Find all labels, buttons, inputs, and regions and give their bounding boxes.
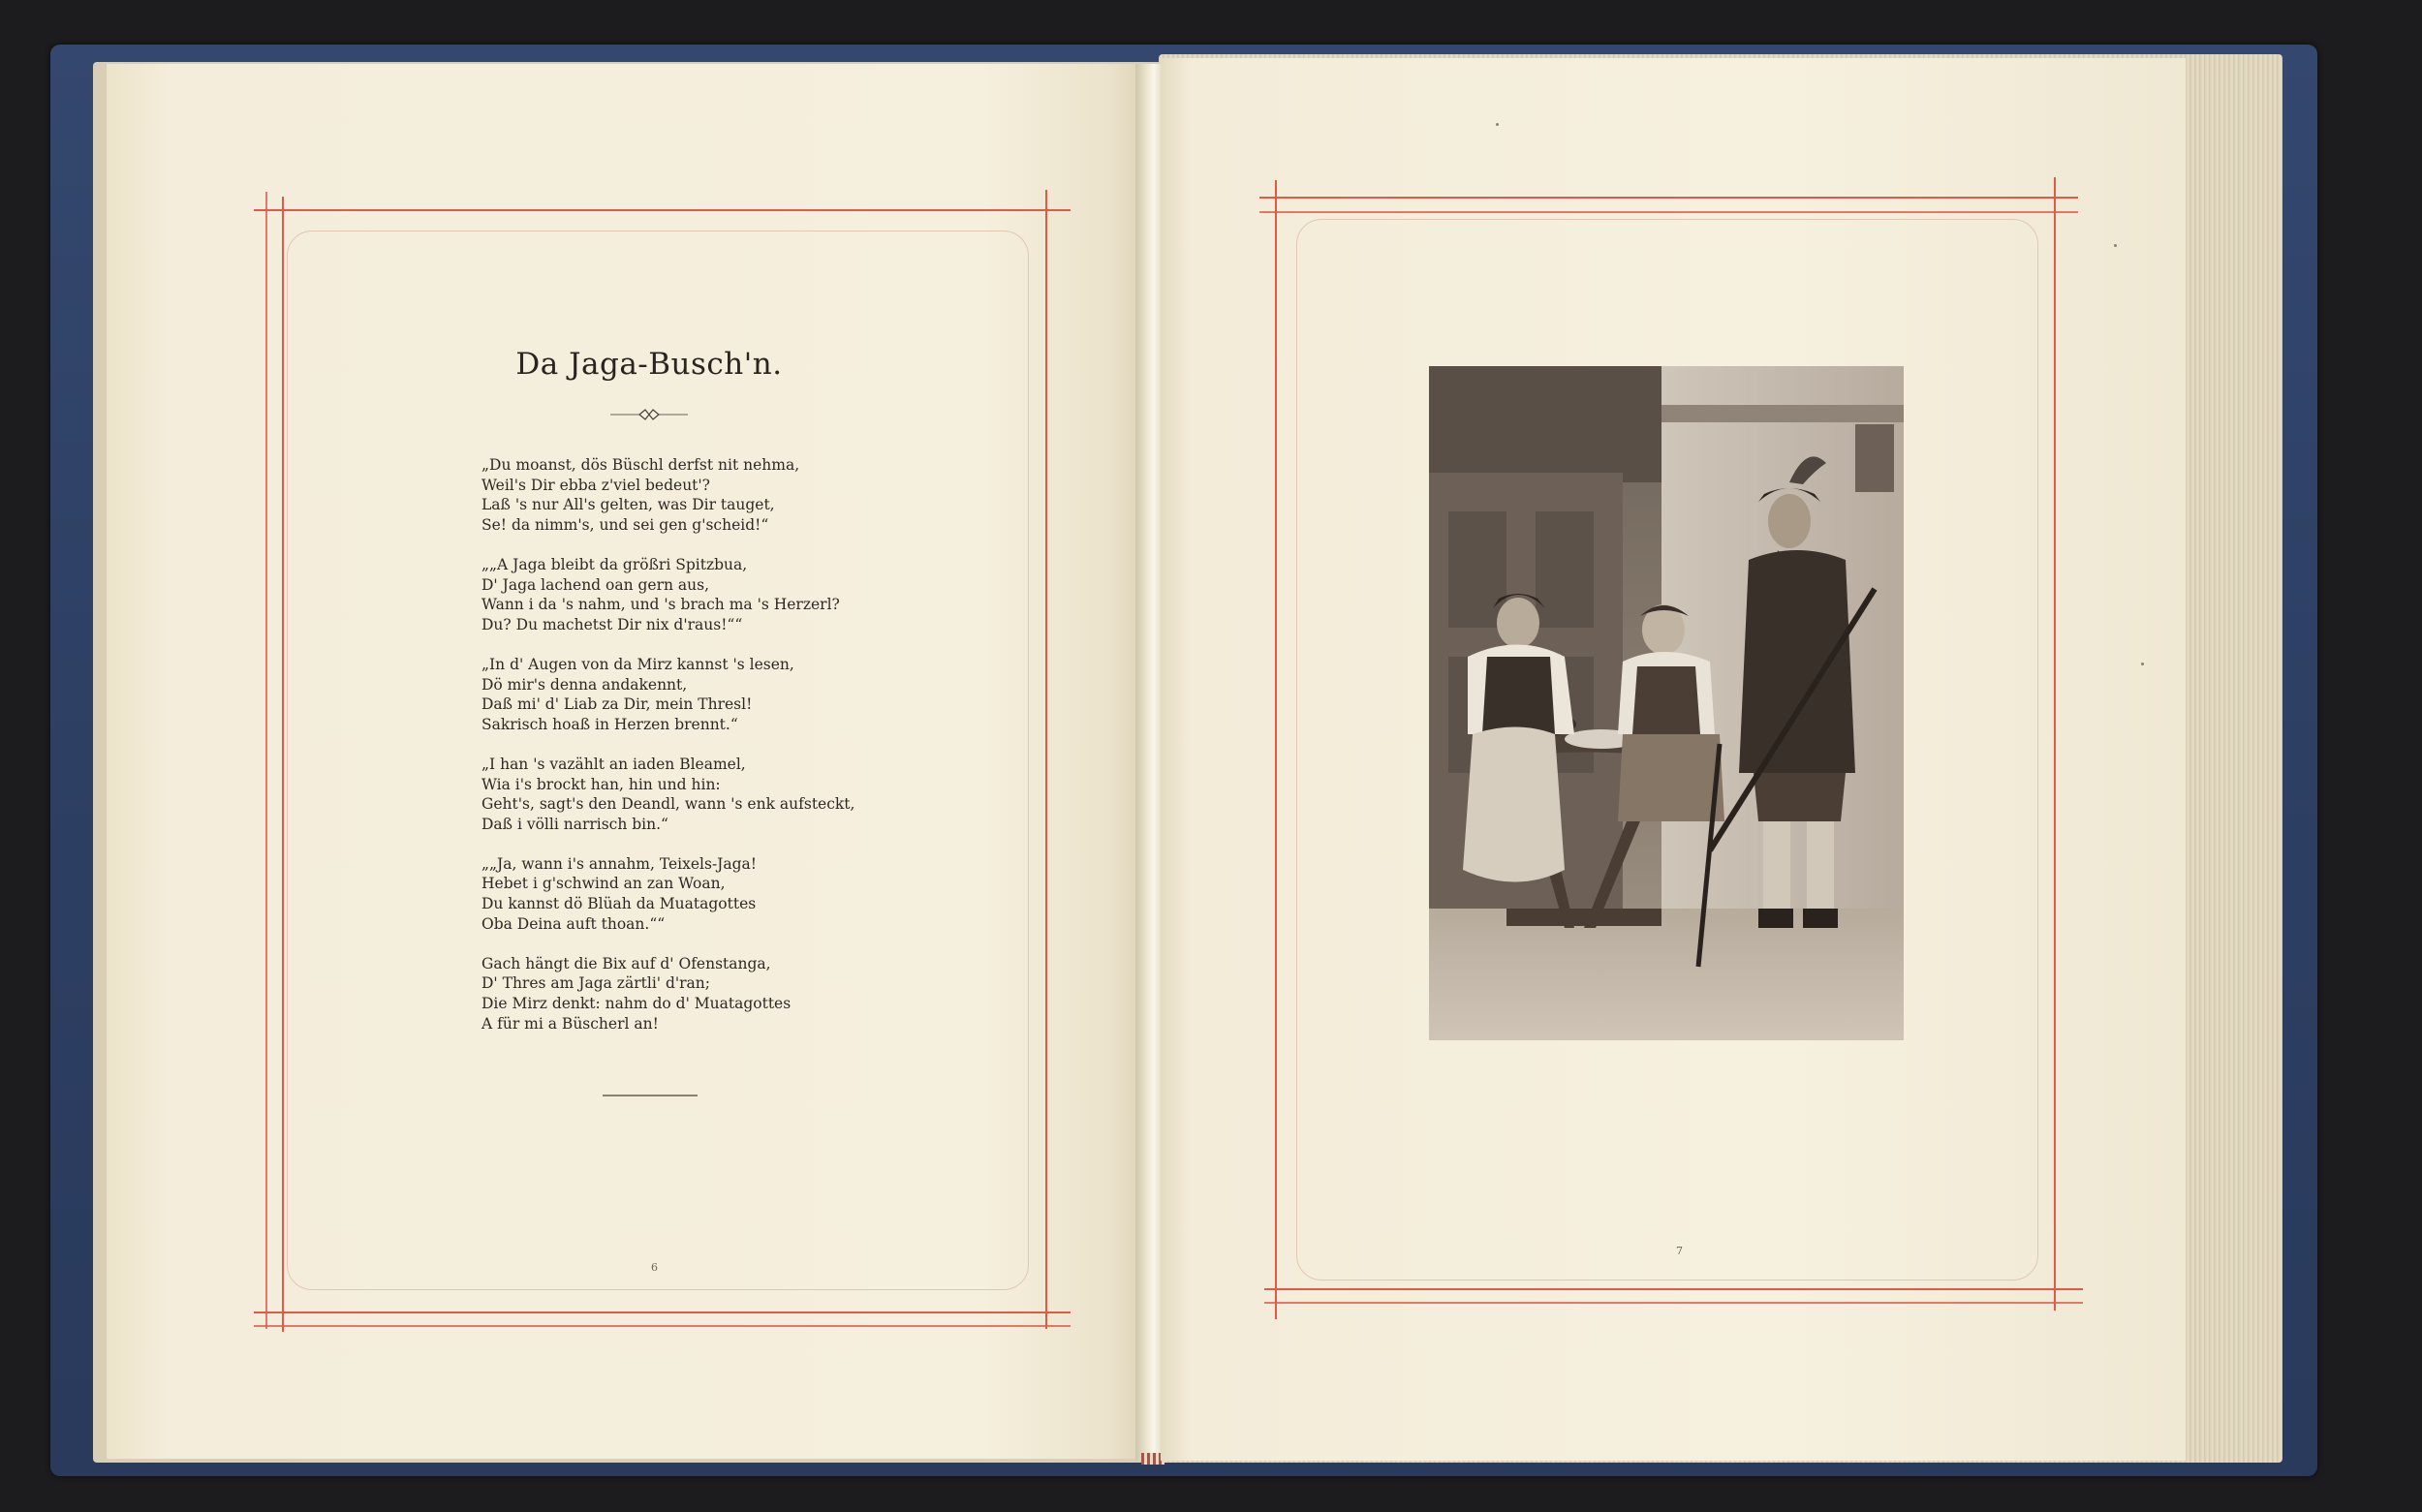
poem-line: Weil's Dir ebba z'viel bedeut'? <box>481 476 710 494</box>
ornament-divider-icon <box>601 407 698 422</box>
left-frame-bottom-line-2 <box>254 1325 1071 1327</box>
right-frame-right-line <box>2054 177 2056 1311</box>
poem-line: Wann i da 's nahm, und 's brach ma 's Herzerl? <box>481 596 840 614</box>
poem-stanza <box>481 555 888 634</box>
poem-body <box>481 455 888 1054</box>
poem-stanza <box>481 854 888 934</box>
right-frame-bottom-line-2 <box>1264 1302 2083 1304</box>
poem-line: „In d' Augen von da Mirz kannst 's lesen, <box>481 655 794 673</box>
poem-line: Du kannst dö Blüah da Muatagottes <box>481 895 757 913</box>
left-frame-top-line <box>254 209 1071 211</box>
right-page-number: 7 <box>1676 1245 1683 1257</box>
left-frame-right-line <box>1045 190 1047 1329</box>
poem-line: „I han 's vazählt an iaden Bleamel, <box>481 755 746 773</box>
poem-line: Daß i völli narrisch bin.“ <box>481 815 668 833</box>
poem-line: Dö mir's denna andakennt, <box>481 675 688 694</box>
poem-stanza <box>481 455 888 535</box>
left-frame-bottom-line <box>254 1311 1071 1313</box>
paper-speck <box>2141 663 2144 665</box>
right-frame-top-line-2 <box>1259 211 2078 213</box>
poem-line: Hebet i g'schwind an zan Woan, <box>481 875 726 893</box>
poem-line: „„Ja, wann i's annahm, Teixels-Jaga! <box>481 854 758 873</box>
paper-speck <box>2114 244 2117 247</box>
poem-line: Wia i's brockt han, hin und hin: <box>481 775 721 793</box>
poem-line: „Du moanst, dös Büschl derfst nit nehma, <box>481 456 800 474</box>
poem-stanza <box>481 954 888 1034</box>
poem-line: A für mi a Büscherl an! <box>481 1014 659 1033</box>
photograph-scene <box>1429 366 1904 1040</box>
paper-speck <box>1496 123 1499 126</box>
poem-line: Se! da nimm's, und sei gen g'scheid!“ <box>481 515 769 534</box>
poem-line: D' Jaga lachend oan gern aus, <box>481 575 710 594</box>
right-frame-bottom-line <box>1264 1288 2083 1290</box>
poem-line: Geht's, sagt's den Deandl, wann 's enk aufsteckt, <box>481 795 855 814</box>
sepia-photograph <box>1429 366 1904 1040</box>
poem-stanza <box>481 655 888 734</box>
left-page-number: 6 <box>651 1261 658 1274</box>
poem-line: Sakrisch hoaß in Herzen brennt.“ <box>481 715 738 733</box>
poem-stanza <box>481 755 888 834</box>
left-frame-left-line-2 <box>265 192 267 1329</box>
poem-line: Gach hängt die Bix auf d' Ofenstanga, <box>481 954 771 972</box>
poem-line: Daß mi' d' Liab za Dir, mein Thresl! <box>481 695 753 714</box>
right-frame-top-line <box>1259 197 2078 199</box>
right-frame-left-line <box>1275 180 1277 1319</box>
left-frame-left-line <box>282 197 284 1332</box>
poem-line: Die Mirz denkt: nahm do d' Muatagottes <box>481 995 792 1013</box>
poem-line: D' Thres am Jaga zärtli' d'ran; <box>481 974 710 993</box>
poem-end-rule <box>603 1095 698 1096</box>
poem-line: Oba Deina auft thoan.““ <box>481 914 666 933</box>
poem-line: Du? Du machetst Dir nix d'raus!““ <box>481 615 743 633</box>
poem-title: Da Jaga-Busch'n. <box>515 347 783 382</box>
poem-line: „„A Jaga bleibt da größri Spitzbua, <box>481 555 748 573</box>
poem-line: Laß 's nur All's gelten, was Dir tauget, <box>481 496 775 514</box>
